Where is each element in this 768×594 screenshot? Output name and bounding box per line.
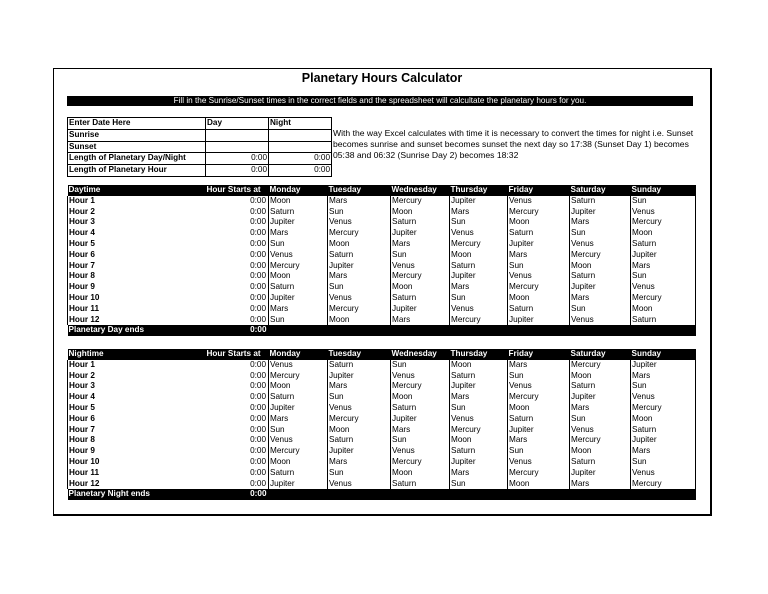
- planet-cell: Saturn: [450, 261, 508, 272]
- weekday-header: Sunday: [631, 349, 696, 360]
- planet-cell: Venus: [269, 360, 328, 371]
- planet-cell: Mars: [450, 207, 508, 218]
- planet-cell: Venus: [570, 315, 631, 326]
- planet-cell: Venus: [631, 207, 696, 218]
- table-row: [68, 414, 696, 425]
- input-label: Length of Planetary Day/Night: [68, 153, 206, 165]
- planet-cell: Saturn: [391, 403, 450, 414]
- input-header-night: Night: [269, 118, 332, 130]
- planet-cell: Venus: [570, 239, 631, 250]
- planet-cell: Saturn: [328, 250, 391, 261]
- planet-cell: Mercury: [631, 293, 696, 304]
- planet-cell: Saturn: [269, 468, 328, 479]
- weekday-header: Wednesday: [391, 349, 450, 360]
- planet-cell: Mercury: [269, 371, 328, 382]
- planet-cell: Sun: [391, 435, 450, 446]
- planet-cell: Jupiter: [450, 196, 508, 207]
- input-row-sunrise: [68, 129, 332, 141]
- planet-cell: Sun: [631, 271, 696, 282]
- hour-label: Hour 11: [68, 468, 206, 479]
- section-heading: Nightime: [68, 349, 206, 360]
- table-row: [68, 304, 696, 315]
- planet-cell: Mercury: [269, 261, 328, 272]
- planet-cell: Sun: [328, 207, 391, 218]
- hour-label: Hour 5: [68, 239, 206, 250]
- planet-cell: Mercury: [508, 282, 570, 293]
- table-row: [68, 228, 696, 239]
- planet-cell: Sun: [508, 261, 570, 272]
- planet-cell: Mercury: [328, 304, 391, 315]
- planet-cell: Mars: [450, 282, 508, 293]
- planet-cell: Venus: [570, 425, 631, 436]
- planet-cell: Venus: [328, 403, 391, 414]
- hour-start-time: 0:00: [250, 271, 266, 281]
- planet-cell: Jupiter: [269, 293, 328, 304]
- input-header-day: Day: [206, 118, 269, 130]
- planet-cell: Saturn: [631, 315, 696, 326]
- planet-cell: Sun: [570, 414, 631, 425]
- hour-label: Hour 10: [68, 293, 206, 304]
- column-header-row: [68, 185, 696, 196]
- planet-cell: Mars: [328, 381, 391, 392]
- hour-start-time: 0:00: [250, 467, 266, 477]
- planet-cell: Mercury: [631, 479, 696, 490]
- planet-cell: Mars: [508, 360, 570, 371]
- planet-cell: Mercury: [391, 381, 450, 392]
- hour-start-time: 0:00: [250, 402, 266, 412]
- planet-cell: Moon: [328, 315, 391, 326]
- planet-cell: Jupiter: [450, 457, 508, 468]
- planet-cell: Moon: [391, 468, 450, 479]
- hour-label: Hour 5: [68, 403, 206, 414]
- planet-cell: Sun: [508, 371, 570, 382]
- table-row: [68, 446, 696, 457]
- planet-cell: Saturn: [328, 360, 391, 371]
- planet-cell: Mars: [269, 414, 328, 425]
- planet-cell: Saturn: [508, 228, 570, 239]
- hour-start-time: 0:00: [250, 370, 266, 380]
- planet-cell: Saturn: [391, 479, 450, 490]
- hour-label: Hour 12: [68, 315, 206, 326]
- planet-cell: Mercury: [328, 228, 391, 239]
- hour-start-time: 0:00: [250, 303, 266, 313]
- planet-cell: Mars: [450, 468, 508, 479]
- sunset-night-field[interactable]: [269, 141, 332, 153]
- hour-start-time: 0:00: [250, 456, 266, 466]
- planet-cell: Mars: [631, 261, 696, 272]
- planet-cell: Moon: [328, 425, 391, 436]
- planet-cell: Venus: [391, 261, 450, 272]
- planet-cell: Venus: [631, 282, 696, 293]
- planet-cell: Moon: [391, 392, 450, 403]
- input-label: Sunrise: [68, 129, 206, 141]
- planet-cell: Saturn: [391, 293, 450, 304]
- hour-start-time: 0:00: [250, 282, 266, 292]
- planet-cell: Saturn: [450, 371, 508, 382]
- hour-length-day-value: 0:00: [206, 165, 269, 177]
- hour-start-time: 0:00: [250, 238, 266, 248]
- hour-start-time: 0:00: [250, 478, 266, 488]
- planet-cell: Mars: [570, 403, 631, 414]
- hour-start-time: 0:00: [250, 228, 266, 238]
- planet-cell: Mercury: [570, 250, 631, 261]
- weekday-header: Friday: [508, 349, 570, 360]
- hour-start-time: 0:00: [250, 392, 266, 402]
- planet-cell: Mercury: [631, 217, 696, 228]
- planet-cell: Mercury: [450, 425, 508, 436]
- input-header-row: [68, 118, 332, 130]
- planet-cell: Jupiter: [391, 304, 450, 315]
- planet-cell: Sun: [450, 403, 508, 414]
- hour-starts-header: Hour Starts at: [206, 185, 269, 196]
- hour-label: Hour 1: [68, 360, 206, 371]
- table-row: [68, 315, 696, 326]
- planet-cell: Jupiter: [328, 446, 391, 457]
- table-row: [68, 261, 696, 272]
- planet-cell: Mars: [508, 435, 570, 446]
- table-row: [68, 403, 696, 414]
- hour-starts-header: Hour Starts at: [206, 349, 269, 360]
- table-row: [68, 392, 696, 403]
- input-label: Sunset: [68, 141, 206, 153]
- planet-cell: Mars: [328, 457, 391, 468]
- planet-cell: Mercury: [508, 207, 570, 218]
- input-row-sunset: [68, 141, 332, 153]
- planet-cell: Moon: [631, 228, 696, 239]
- planet-cell: Moon: [570, 261, 631, 272]
- planet-cell: Jupiter: [450, 271, 508, 282]
- planet-cell: Mars: [508, 250, 570, 261]
- weekday-header: Wednesday: [391, 185, 450, 196]
- hour-label: Hour 8: [68, 435, 206, 446]
- planet-cell: Moon: [269, 196, 328, 207]
- planet-cell: Venus: [328, 479, 391, 490]
- planet-cell: Mercury: [391, 271, 450, 282]
- planet-cell: Mars: [328, 271, 391, 282]
- hour-length-night-value: 0:00: [269, 165, 332, 177]
- input-row-length-hour: [68, 165, 332, 177]
- table-row: [68, 271, 696, 282]
- hour-start-time: 0:00: [250, 249, 266, 259]
- planet-cell: Moon: [508, 479, 570, 490]
- planet-cell: Mercury: [391, 196, 450, 207]
- planet-cell: Jupiter: [508, 239, 570, 250]
- table-row: [68, 360, 696, 371]
- hour-label: Hour 11: [68, 304, 206, 315]
- planet-cell: Saturn: [450, 446, 508, 457]
- weekday-header: Friday: [508, 185, 570, 196]
- planet-cell: Jupiter: [269, 479, 328, 490]
- hour-start-time: 0:00: [250, 435, 266, 445]
- hour-start-time: 0:00: [250, 381, 266, 391]
- planet-cell: Moon: [328, 239, 391, 250]
- length-day-value: 0:00: [206, 153, 269, 165]
- planet-cell: Venus: [269, 435, 328, 446]
- weekday-header: Monday: [269, 185, 328, 196]
- planet-cell: Jupiter: [328, 261, 391, 272]
- hour-label: Hour 2: [68, 207, 206, 218]
- ends-row: [68, 325, 696, 336]
- weekday-header: Tuesday: [328, 349, 391, 360]
- hour-label: Hour 9: [68, 282, 206, 293]
- hour-label: Hour 7: [68, 261, 206, 272]
- planet-cell: Sun: [570, 228, 631, 239]
- input-table: [67, 117, 332, 177]
- weekday-header: Thursday: [450, 185, 508, 196]
- ends-time: 0:00: [206, 489, 269, 500]
- table-row: [68, 196, 696, 207]
- table-row: [68, 457, 696, 468]
- ends-filler: [269, 325, 696, 336]
- planet-cell: Venus: [508, 381, 570, 392]
- planet-cell: Moon: [450, 360, 508, 371]
- planet-cell: Sun: [269, 239, 328, 250]
- planet-cell: Venus: [508, 457, 570, 468]
- planet-cell: Mars: [570, 217, 631, 228]
- hour-label: Hour 3: [68, 381, 206, 392]
- planet-cell: Saturn: [570, 457, 631, 468]
- sunrise-day-field[interactable]: [206, 129, 269, 141]
- planet-cell: Jupiter: [570, 207, 631, 218]
- weekday-header: Sunday: [631, 185, 696, 196]
- planet-cell: Mercury: [328, 414, 391, 425]
- planet-cell: Jupiter: [570, 392, 631, 403]
- hour-label: Hour 4: [68, 392, 206, 403]
- hour-start-time: 0:00: [250, 446, 266, 456]
- ends-filler: [269, 489, 696, 500]
- table-row: [68, 207, 696, 218]
- planet-cell: Mercury: [508, 392, 570, 403]
- hour-start-time: 0:00: [250, 206, 266, 216]
- hour-label: Hour 8: [68, 271, 206, 282]
- planet-cell: Jupiter: [631, 360, 696, 371]
- planet-cell: Mars: [269, 304, 328, 315]
- planet-cell: Jupiter: [508, 425, 570, 436]
- instruction-banner: Fill in the Sunrise/Sunset times in the correct fields and the spreadsheet will calcultate the planetary hours for you.: [67, 96, 693, 106]
- planet-cell: Sun: [391, 360, 450, 371]
- planet-cell: Moon: [631, 414, 696, 425]
- daytime-table: [67, 185, 696, 336]
- nighttime-table: [67, 349, 696, 500]
- planet-cell: Saturn: [570, 381, 631, 392]
- table-row: [68, 468, 696, 479]
- planet-cell: Venus: [631, 392, 696, 403]
- planet-cell: Moon: [570, 371, 631, 382]
- hour-start-time: 0:00: [250, 260, 266, 270]
- planet-cell: Venus: [508, 196, 570, 207]
- planet-cell: Jupiter: [269, 217, 328, 228]
- ends-row: [68, 489, 696, 500]
- hour-label: Hour 9: [68, 446, 206, 457]
- planet-cell: Sun: [328, 468, 391, 479]
- hour-start-time: 0:00: [250, 413, 266, 423]
- planet-cell: Moon: [508, 217, 570, 228]
- ends-time: 0:00: [206, 325, 269, 336]
- planet-cell: Saturn: [631, 425, 696, 436]
- hour-start-time: 0:00: [250, 359, 266, 369]
- hour-label: Hour 3: [68, 217, 206, 228]
- planet-cell: Moon: [269, 271, 328, 282]
- planet-cell: Venus: [269, 250, 328, 261]
- hour-start-time: 0:00: [250, 292, 266, 302]
- sunset-day-field[interactable]: [206, 141, 269, 153]
- planet-cell: Mars: [450, 392, 508, 403]
- planet-cell: Moon: [391, 207, 450, 218]
- planet-cell: Jupiter: [631, 250, 696, 261]
- input-row-length-day-night: [68, 153, 332, 165]
- planet-cell: Jupiter: [631, 435, 696, 446]
- weekday-header: Saturday: [570, 185, 631, 196]
- ends-label: Planetary Night ends: [68, 489, 206, 500]
- hour-start-time: 0:00: [250, 217, 266, 227]
- planet-cell: Mercury: [631, 403, 696, 414]
- planet-cell: Saturn: [269, 207, 328, 218]
- planet-cell: Venus: [391, 446, 450, 457]
- planet-cell: Jupiter: [328, 371, 391, 382]
- planet-cell: Jupiter: [391, 414, 450, 425]
- planet-cell: Mercury: [508, 468, 570, 479]
- sunrise-night-field[interactable]: [269, 129, 332, 141]
- page-title: Planetary Hours Calculator: [301, 71, 463, 85]
- table-row: [68, 282, 696, 293]
- hour-start-time: 0:00: [250, 195, 266, 205]
- planet-cell: Mercury: [269, 446, 328, 457]
- planet-cell: Sun: [328, 392, 391, 403]
- planet-cell: Moon: [269, 381, 328, 392]
- hour-label: Hour 6: [68, 250, 206, 261]
- planet-cell: Venus: [328, 217, 391, 228]
- planet-cell: Mars: [391, 425, 450, 436]
- planet-cell: Saturn: [508, 414, 570, 425]
- spreadsheet-page: [53, 68, 712, 516]
- hour-label: Hour 10: [68, 457, 206, 468]
- planet-cell: Sun: [269, 425, 328, 436]
- planet-cell: Sun: [450, 293, 508, 304]
- weekday-header: Monday: [269, 349, 328, 360]
- table-row: [68, 371, 696, 382]
- planet-cell: Sun: [631, 381, 696, 392]
- planet-cell: Moon: [631, 304, 696, 315]
- table-row: [68, 239, 696, 250]
- planet-cell: Venus: [450, 228, 508, 239]
- planet-cell: Moon: [391, 282, 450, 293]
- hour-label: Hour 12: [68, 479, 206, 490]
- hour-label: Hour 6: [68, 414, 206, 425]
- planet-cell: Mercury: [391, 457, 450, 468]
- planet-cell: Saturn: [391, 217, 450, 228]
- planet-cell: Saturn: [269, 282, 328, 293]
- planet-cell: Saturn: [269, 392, 328, 403]
- planet-cell: Saturn: [508, 304, 570, 315]
- excel-note: With the way Excel calculates with time it is necessary to convert the times for night i.e. Sunset becomes sunrise and sunset becomes sunset the next day so 17:38 (Sunset Day 1) becomes 05:38 and 06:32 (Sunrise Day 2) becomes 18:32: [333, 128, 694, 160]
- planet-cell: Jupiter: [391, 228, 450, 239]
- table-row: [68, 217, 696, 228]
- planet-cell: Sun: [631, 196, 696, 207]
- planet-cell: Moon: [450, 250, 508, 261]
- planet-cell: Mercury: [570, 360, 631, 371]
- planet-cell: Mars: [631, 371, 696, 382]
- planet-cell: Mercury: [570, 435, 631, 446]
- planet-cell: Mars: [570, 293, 631, 304]
- table-row: [68, 293, 696, 304]
- input-label: Length of Planetary Hour: [68, 165, 206, 177]
- planet-cell: Saturn: [631, 239, 696, 250]
- hour-start-time: 0:00: [250, 424, 266, 434]
- planet-cell: Sun: [450, 217, 508, 228]
- planet-cell: Sun: [631, 457, 696, 468]
- planet-cell: Moon: [570, 446, 631, 457]
- planet-cell: Sun: [391, 250, 450, 261]
- planet-cell: Moon: [450, 435, 508, 446]
- planet-cell: Mars: [269, 228, 328, 239]
- planet-cell: Venus: [328, 293, 391, 304]
- planet-cell: Sun: [570, 304, 631, 315]
- planet-cell: Jupiter: [570, 282, 631, 293]
- planet-cell: Mercury: [450, 315, 508, 326]
- planet-cell: Moon: [508, 403, 570, 414]
- planet-cell: Mars: [391, 239, 450, 250]
- planet-cell: Jupiter: [269, 403, 328, 414]
- table-row: [68, 479, 696, 490]
- planet-cell: Sun: [269, 315, 328, 326]
- planet-cell: Mars: [631, 446, 696, 457]
- table-row: [68, 381, 696, 392]
- planet-cell: Mars: [391, 315, 450, 326]
- planet-cell: Jupiter: [508, 315, 570, 326]
- column-header-row: [68, 349, 696, 360]
- table-row: [68, 250, 696, 261]
- ends-label: Planetary Day ends: [68, 325, 206, 336]
- planet-cell: Jupiter: [570, 468, 631, 479]
- planet-cell: Venus: [450, 414, 508, 425]
- weekday-header: Saturday: [570, 349, 631, 360]
- table-row: [68, 425, 696, 436]
- planet-cell: Jupiter: [450, 381, 508, 392]
- planet-cell: Venus: [450, 304, 508, 315]
- planet-cell: Sun: [508, 446, 570, 457]
- hour-label: Hour 7: [68, 425, 206, 436]
- planet-cell: Moon: [508, 293, 570, 304]
- planet-cell: Sun: [450, 479, 508, 490]
- planet-cell: Mercury: [450, 239, 508, 250]
- hour-label: Hour 1: [68, 196, 206, 207]
- hour-label: Hour 4: [68, 228, 206, 239]
- hour-label: Hour 2: [68, 371, 206, 382]
- planet-cell: Moon: [269, 457, 328, 468]
- planet-cell: Venus: [508, 271, 570, 282]
- length-night-value: 0:00: [269, 153, 332, 165]
- input-header-label: Enter Date Here: [68, 118, 206, 130]
- weekday-header: Tuesday: [328, 185, 391, 196]
- planet-cell: Saturn: [328, 435, 391, 446]
- planet-cell: Mars: [328, 196, 391, 207]
- weekday-header: Thursday: [450, 349, 508, 360]
- planet-cell: Saturn: [570, 196, 631, 207]
- section-heading: Daytime: [68, 185, 206, 196]
- hour-start-time: 0:00: [250, 314, 266, 324]
- planet-cell: Sun: [328, 282, 391, 293]
- table-row: [68, 435, 696, 446]
- planet-cell: Venus: [631, 468, 696, 479]
- planet-cell: Mars: [570, 479, 631, 490]
- planet-cell: Venus: [391, 371, 450, 382]
- planet-cell: Saturn: [570, 271, 631, 282]
